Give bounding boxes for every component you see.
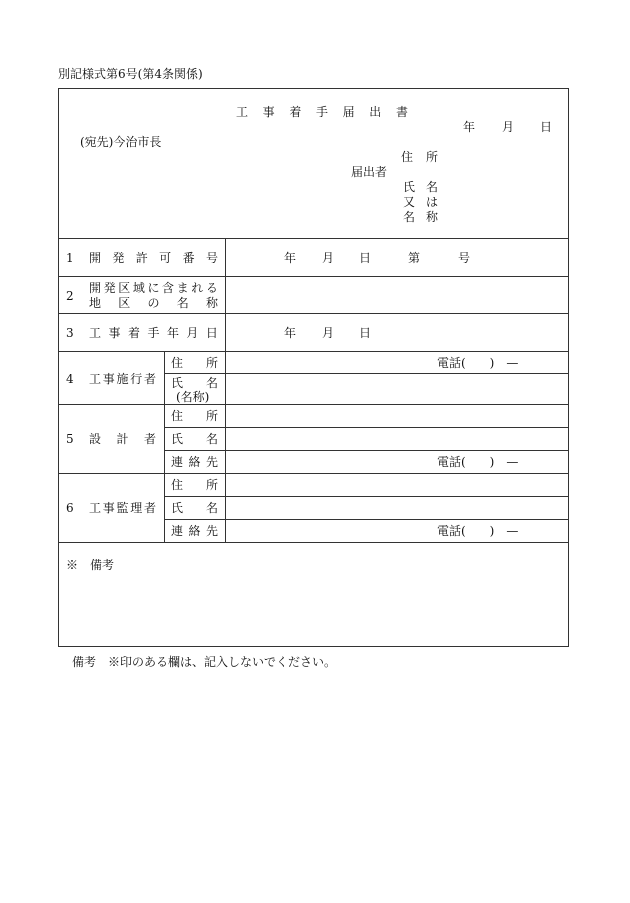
notifier-title-label: 名 称 [403, 210, 438, 224]
row-2-label-line1: 開 発 区 域 に 含 ま れ る [89, 281, 218, 295]
divider [225, 238, 226, 542]
footnote: 備考 ※印のある欄は、記入しないでください。 [72, 655, 337, 669]
r5-contact-label: 連 絡 先 [171, 455, 218, 469]
notifier-or-label: 又 は [403, 195, 438, 209]
date-month: 月 [502, 120, 515, 134]
row-number: 5 [66, 432, 74, 446]
r6-address-label: 住 所 [171, 478, 218, 492]
remarks-box-label: ※ 備考 [66, 558, 115, 572]
r5-name-label: 氏 名 [171, 432, 218, 446]
addressee: (宛先)今治市長 [80, 135, 162, 149]
r3-year: 年 [284, 326, 297, 340]
row-number: 4 [66, 372, 74, 386]
r1-year: 年 [284, 251, 297, 265]
divider [58, 276, 569, 277]
r6-name-label: 氏 名 [171, 501, 218, 515]
r3-month: 月 [322, 326, 335, 340]
r4-address-label: 住 所 [171, 356, 218, 370]
row-number: 6 [66, 501, 74, 515]
r5-phone: 電話( ) — [437, 455, 519, 469]
date-year: 年 [463, 120, 476, 134]
row-6-label: 工 事 監 理 者 [89, 501, 156, 515]
row-number: 1 [66, 251, 74, 265]
divider [164, 351, 165, 542]
r4-name-note: (名称) [176, 390, 210, 404]
notifier-name-label: 氏 名 [403, 180, 438, 194]
r4-phone: 電話( ) — [437, 356, 519, 370]
divider [58, 313, 569, 314]
date-day: 日 [540, 120, 553, 134]
divider [58, 473, 569, 474]
r3-day: 日 [359, 326, 372, 340]
row-2-label-line2: 地 区 の 名 称 [89, 296, 218, 310]
form-label: 別記様式第6号(第4条関係) [58, 67, 203, 81]
row-5-label: 設 計 者 [89, 432, 156, 446]
row-4-label: 工 事 施 行 者 [89, 372, 156, 386]
divider [58, 351, 569, 352]
row-number: 2 [66, 289, 74, 303]
row-1-label: 開 発 許 可 番 号 [89, 251, 218, 265]
r6-phone: 電話( ) — [437, 524, 519, 538]
divider [58, 238, 569, 239]
r4-name-label: 氏 名 [171, 376, 218, 390]
row-3-label: 工 事 着 手 年 月 日 [89, 326, 218, 340]
divider [58, 404, 569, 405]
r1-go: 号 [458, 251, 471, 265]
r1-day: 日 [359, 251, 372, 265]
divider [58, 542, 569, 543]
row-number: 3 [66, 326, 74, 340]
r5-address-label: 住 所 [171, 409, 218, 423]
r1-month: 月 [322, 251, 335, 265]
notifier-address-label: 住 所 [401, 150, 438, 164]
r6-contact-label: 連 絡 先 [171, 524, 218, 538]
document-title: 工 事 着 手 届 出 書 [236, 105, 408, 119]
notifier-label: 届出者 [351, 165, 388, 179]
r1-dai: 第 [408, 251, 421, 265]
